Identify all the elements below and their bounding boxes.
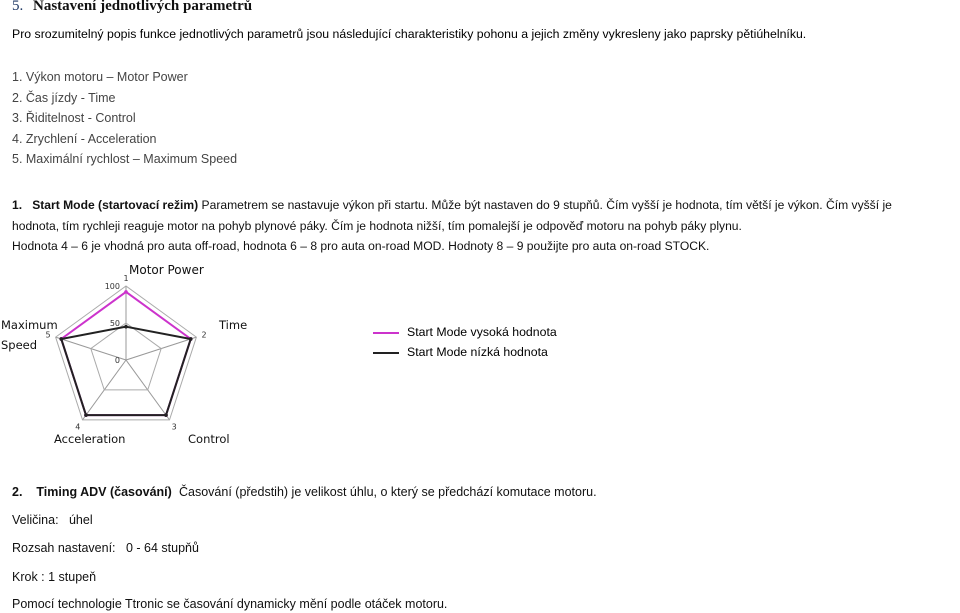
timing-title: Timing ADV (časování) xyxy=(36,485,172,499)
radar-vertex-number: 4 xyxy=(75,422,81,432)
intro-paragraph: Pro srozumitelný popis funkce jednotlivých parametrů jsou následující charakteristiky pohonu a jejich změny vykresleny jako paprsky pětiúhelníku. xyxy=(12,27,807,41)
radar-vertex-number: 5 xyxy=(45,330,51,340)
chart-label-control: Control xyxy=(188,432,230,446)
timing-description: Časování (předstih) je velikost úhlu, o který se předchází komutace motoru. xyxy=(179,485,597,499)
start-mode-line-2: hodnota, tím rychleji reaguje motor na pohyb plynové páky. Čím je hodnota nižší, tím pomalejší je odpověď motoru na pohyb páky plynu. xyxy=(12,219,742,233)
chart-label-motor-power: Motor Power xyxy=(129,263,204,277)
start-mode-line-1 xyxy=(12,198,892,212)
start-mode-number: 1. xyxy=(12,198,23,212)
radar-point xyxy=(84,413,88,417)
start-mode-text-1: Parametrem se nastavuje výkon při startu. Může být nastaven do 9 stupňů. Čím vyšší je hodnota, tím větší je výkon. Čím vyšší je xyxy=(198,198,892,212)
start-mode-line-3: Hodnota 4 – 6 je vhodná pro auta off-road, hodnota 6 – 8 pro auta on-road MOD. Hodnoty 8 – 9 použijte pro auta on-road STOCK. xyxy=(12,239,710,253)
radar-vertex-number: 2 xyxy=(201,330,207,340)
radar-grid xyxy=(56,286,197,420)
radar-tick-label: 50 xyxy=(109,319,120,328)
legend-label-low: Start Mode nízká hodnota xyxy=(407,345,548,359)
radar-point xyxy=(124,325,128,329)
radar-tick-label: 100 xyxy=(104,282,120,291)
list-item: 5. Maximální rychlost – Maximum Speed xyxy=(12,152,238,166)
start-mode-title: Start Mode (startovací režim) xyxy=(32,198,199,212)
legend-swatch-high xyxy=(373,332,399,334)
radar-point xyxy=(164,413,168,417)
timing-heading xyxy=(12,485,172,499)
section-number: 5. xyxy=(12,0,24,14)
timing-step: Krok : 1 stupeň xyxy=(12,570,97,584)
radar-vertex-number: 3 xyxy=(171,422,177,432)
section-title: Nastavení jednotlivých parametrů xyxy=(33,0,253,14)
list-item: 2. Čas jízdy - Time xyxy=(12,90,116,105)
chart-label-speed: Speed xyxy=(1,338,38,352)
legend-label-high: Start Mode vysoká hodnota xyxy=(407,325,557,339)
timing-range: Rozsah nastavení: 0 - 64 stupňů xyxy=(12,541,199,555)
axes-list xyxy=(12,67,237,170)
timing-number: 2. xyxy=(12,485,23,499)
timing-quantity: Veličina: úhel xyxy=(12,513,93,527)
list-item: 3. Řiditelnost - Control xyxy=(12,111,136,125)
radar-point xyxy=(189,337,193,341)
radar-point xyxy=(59,337,63,341)
chart-label-time: Time xyxy=(219,318,248,332)
list-item: 4. Zrychlení - Acceleration xyxy=(12,131,157,146)
radar-point xyxy=(124,290,128,294)
radar-tick-label: 0 xyxy=(114,356,120,365)
radar-chart xyxy=(40,274,280,440)
radar-vertex-number: 1 xyxy=(123,274,129,283)
section-heading xyxy=(12,0,252,15)
list-item: 1. Výkon motoru – Motor Power xyxy=(12,70,188,84)
chart-label-maximum: Maximum xyxy=(1,318,58,332)
timing-note: Pomocí technologie Ttronic se časování dynamicky mění podle otáček motoru. xyxy=(12,597,448,611)
legend-swatch-low xyxy=(373,352,399,354)
chart-label-acceleration: Acceleration xyxy=(54,432,126,446)
